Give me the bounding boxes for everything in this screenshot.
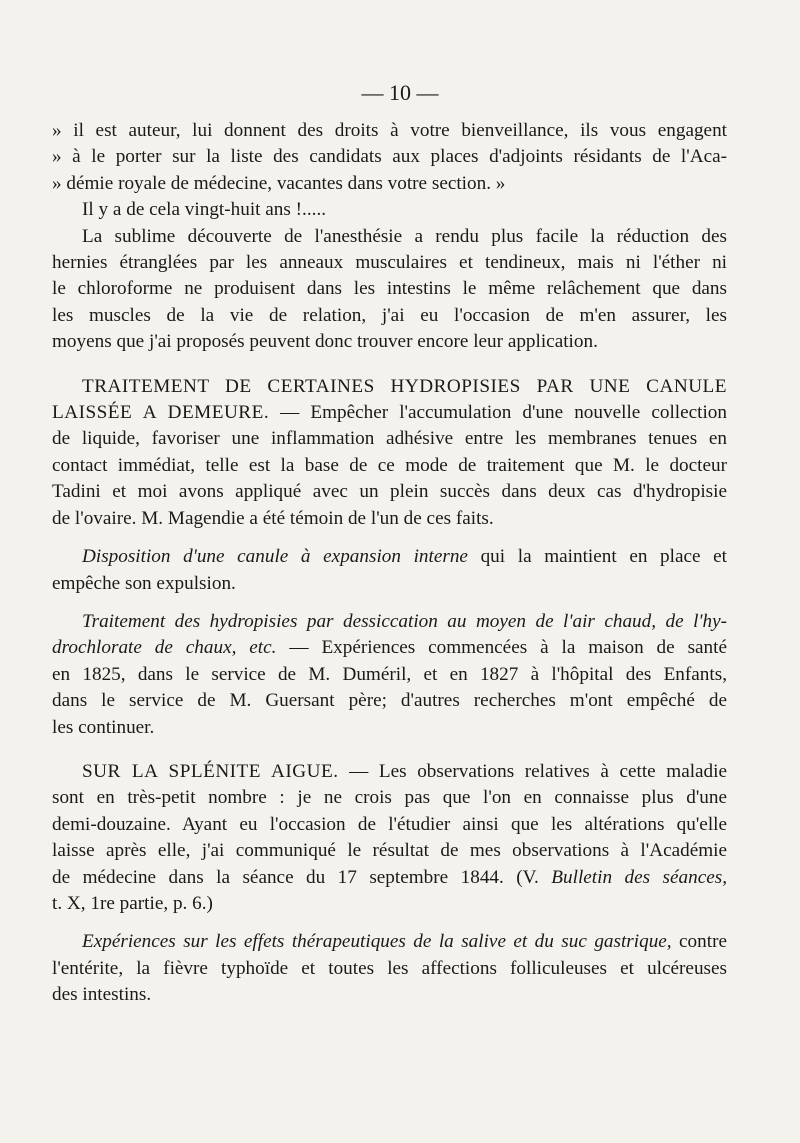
paragraph-anesthesia	[52, 224, 727, 356]
paragraph-salive	[52, 929, 727, 1008]
paragraph-splenite	[52, 759, 727, 917]
section-heading: SUR LA SPLÉNITE AIGUE.	[82, 760, 339, 782]
text-line	[52, 400, 727, 426]
page-number: — 10 —	[361, 80, 439, 105]
italic-title: Disposition d'une canule à expansion interne	[82, 546, 468, 568]
text-line: l'entérite, la fièvre typhoïde et toutes les affections folliculeuses et ulcéreuses	[52, 957, 727, 979]
text-line: empêche son expulsion.	[52, 572, 236, 594]
text-line	[52, 929, 727, 955]
text-line: contact immédiat, telle est la base de ce mode de traitement que M. le docteur	[52, 454, 727, 476]
text-line: Tadini et moi avons appliqué avec un plein succès dans deux cas d'hydropisie	[52, 481, 727, 503]
text-fragment: — Expériences commencées à la maison de santé	[276, 637, 727, 659]
text-line: le chloroforme ne produisent dans les intestins le même relâchement que dans	[52, 278, 727, 300]
text-line: La sublime découverte de l'anesthésie a rendu plus facile la réduction des	[82, 225, 727, 247]
text-line: des intestins.	[52, 984, 152, 1006]
text-line: moyens que j'ai proposés peuvent donc trouver encore leur application.	[52, 331, 598, 353]
text-line: Il y a de cela vingt-huit ans !.....	[82, 199, 327, 221]
text-line	[52, 609, 727, 635]
text-line: » démie royale de médecine, vacantes dans votre section. »	[52, 172, 506, 194]
italic-title: Expériences sur les effets thérapeutiques de la salive et du suc gastrique,	[82, 931, 672, 953]
italic-title-cont: drochlorate de chaux, etc.	[52, 637, 277, 659]
text-line	[52, 544, 727, 570]
text-line: hernies étranglées par les anneaux musculaires et tendineux, mais ni l'éther ni	[52, 252, 727, 274]
text-fragment: de médecine dans la séance du 17 septembre 1844. (V.	[52, 866, 552, 888]
text-line: sont en très-petit nombre : je ne crois pas que l'on en connaisse plus d'une	[52, 787, 727, 809]
text-line: de l'ovaire. M. Magendie a été témoin de l'un de ces faits.	[52, 507, 494, 529]
section-heading-cont: LAISSÉE A DEMEURE.	[52, 402, 270, 424]
section-heading: TRAITEMENT DE CERTAINES HYDROPISIES PAR UNE CANULE	[82, 375, 727, 397]
text-line: les muscles de la vie de relation, j'ai eu l'occasion de m'en assurer, les	[52, 304, 727, 326]
paragraph-dessiccation	[52, 609, 727, 741]
text-line: demi-douzaine. Ayant eu l'occasion de l'étudier ainsi que les altérations qu'elle	[52, 813, 727, 835]
text-line: » à le porter sur la liste des candidats aux places d'adjoints résidants de l'Aca-	[52, 146, 727, 168]
text-fragment: qui la maintient en place et	[467, 546, 728, 568]
paragraph-canule-expansion	[52, 544, 727, 597]
text-line	[52, 635, 727, 661]
text-fragment: contre	[671, 931, 727, 953]
text-line	[52, 759, 727, 785]
text-line: dans le service de M. Guersant père; d'autres recherches m'ont empêché de	[52, 690, 727, 712]
italic-title: Traitement des hydropisies par dessiccation au moyen de l'air chaud, de l'hy-	[82, 610, 727, 632]
text-line: » il est auteur, lui donnent des droits à votre bienveillance, ils vous engagent	[52, 120, 727, 141]
paragraph-hydropisies-canule	[52, 374, 727, 532]
italic-reference: Bulletin des séances,	[551, 866, 728, 888]
text-line: t. X, 1re partie, p. 6.)	[52, 892, 213, 914]
text-line	[52, 865, 727, 891]
page-body	[52, 118, 727, 1009]
text-line: les continuer.	[52, 716, 155, 738]
text-line: de liquide, favoriser une inflammation adhésive entre les membranes tenues en	[52, 428, 727, 450]
text-line: en 1825, dans le service de M. Duméril, et en 1827 à l'hôpital des Enfants,	[52, 663, 727, 685]
text-line: laisse après elle, j'ai communiqué le résultat de mes observations à l'Académie	[52, 840, 727, 862]
text-fragment: — Les observations relatives à cette maladie	[338, 760, 727, 782]
text-fragment: — Empêcher l'accumulation d'une nouvelle collection	[269, 402, 727, 424]
